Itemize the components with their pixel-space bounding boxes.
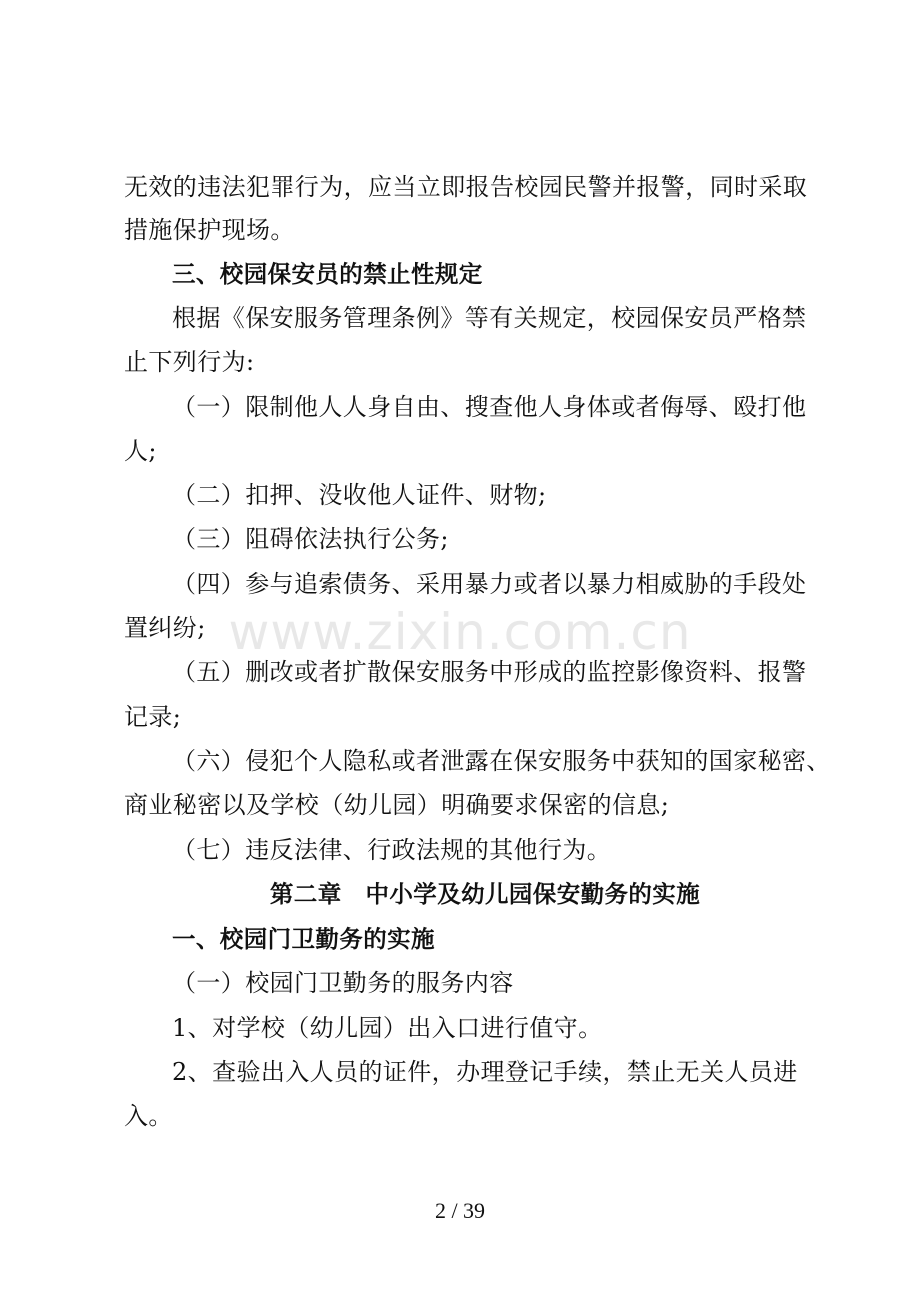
list-item-line: （二）扣押、没收他人证件、财物;: [172, 481, 547, 509]
list-item-line: （一）限制他人人身自由、搜查他人身体或者侮辱、殴打他: [172, 393, 807, 421]
paragraph-line: 措施保护现场。: [124, 216, 295, 244]
list-item-line: （四）参与追索债务、采用暴力或者以暴力相威胁的手段处: [172, 570, 807, 598]
subsection-heading: （一）校园门卫勤务的服务内容: [172, 969, 514, 997]
list-item-line: 入。: [124, 1102, 173, 1130]
paragraph-line: 根据《保安服务管理条例》等有关规定，校园保安员严格禁: [172, 304, 807, 332]
section-heading: 一、校园门卫勤务的实施: [172, 925, 435, 953]
watermark: www.zixin.com.cn: [228, 603, 692, 661]
list-item-line: （三）阻碍依法执行公务;: [172, 525, 449, 553]
page-number: 2 / 39: [434, 1198, 486, 1223]
list-item-line: （五）删改或者扩散保安服务中形成的监控影像资料、报警: [172, 658, 807, 686]
list-item-line: 2、查验出入人员的证件，办理登记手续，禁止无关人员进: [172, 1058, 798, 1086]
list-item-line: 1、对学校（幼儿园）出入口进行值守。: [172, 1014, 603, 1042]
chapter-heading: 第二章 中小学及幼儿园保安勤务的实施: [269, 880, 701, 908]
list-item-line: （六）侵犯个人隐私或者泄露在保安服务中获知的国家秘密、: [172, 747, 831, 775]
paragraph-line: 无效的违法犯罪行为，应当立即报告校园民警并报警，同时采取: [124, 173, 808, 201]
list-item-line: 记录;: [124, 703, 182, 731]
section-heading: 三、校园保安员的禁止性规定: [172, 260, 483, 288]
list-item-line: 人;: [124, 437, 157, 465]
list-item-line: 置纠纷;: [124, 614, 206, 642]
list-item-line: 商业秘密以及学校（幼儿园）明确要求保密的信息;: [124, 791, 670, 819]
list-item-line: （七）违反法律、行政法规的其他行为。: [172, 836, 612, 864]
paragraph-line: 止下列行为:: [124, 348, 255, 376]
